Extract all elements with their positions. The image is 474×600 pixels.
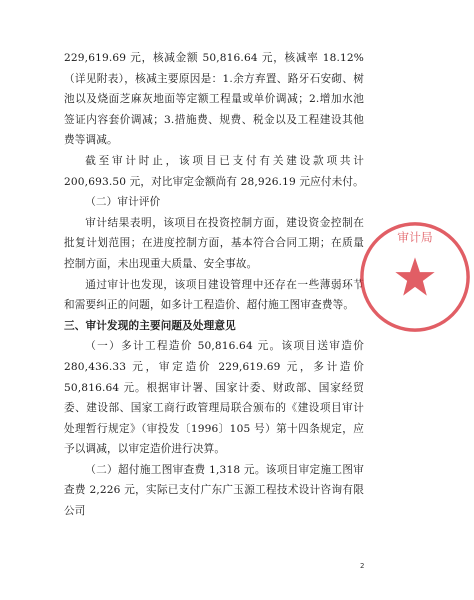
paragraph-payment-status: 截至审计时止，该项目已支付有关建设款项共计 200,693.50 元，对比审定金额尚有 28,926.19 元应付未付。 — [64, 154, 364, 188]
paragraph-overstated-cost: （一）多计工程造价 50,816.64 元。该项目送审造价 280,436.33 元，审定造价 229,619.69 元，多计造价 50,816.64 元。根据审计署、国家计委、财政部、国家经贸委、建设部、国家工商行政管理局联合颁布的《建设项目审计处理暂行规定》（审投发〔1996〕105 号）第十四条规定，应予以调减，以审定造价进行决算。 — [64, 340, 364, 456]
paragraph-audit-results: 审计结果表明，该项目在投资控制方面，建设资金控制在批复计划范围；在进度控制方面，基本符合合同工期；在质量控制方面，未出现重大质量、安全事故。 — [64, 216, 364, 270]
paragraph-weak-links: 通过审计也发现，该项目建设管理中还存在一些薄弱环节和需要纠正的问题，如多计工程造价、超付施工图审查费等。 — [64, 278, 364, 312]
paragraph-audit-reduction: 229,619.69 元，核减金额 50,816.64 元，核减率 18.12%（详见附表），核减主要原因是：1.余方弃置、路牙石安砌、树池以及烧面芝麻灰地面等定额工程量或单价调减；2.增加水池签证内容套价调减；3.措施费、规费、税金以及工程建设其他费等调减。 — [64, 52, 364, 147]
official-seal-stamp — [356, 218, 474, 336]
section-heading-main-issues: 三、审计发现的主要问题及处理意见 — [64, 319, 236, 332]
subheading-audit-evaluation: （二）审计评价 — [85, 196, 161, 209]
seal-lettering: 审计局 — [397, 230, 433, 245]
seal-ring — [362, 224, 468, 330]
page-number: 2 — [360, 562, 365, 570]
seal-star-icon — [395, 257, 434, 295]
document-body — [64, 48, 364, 522]
paragraph-overpaid-review-fee: （二）超付施工图审查费 1,318 元。该项目审定施工图审查费 2,226 元，实际已支付广东广玉源工程技术设计咨询有限公司 — [64, 463, 364, 518]
